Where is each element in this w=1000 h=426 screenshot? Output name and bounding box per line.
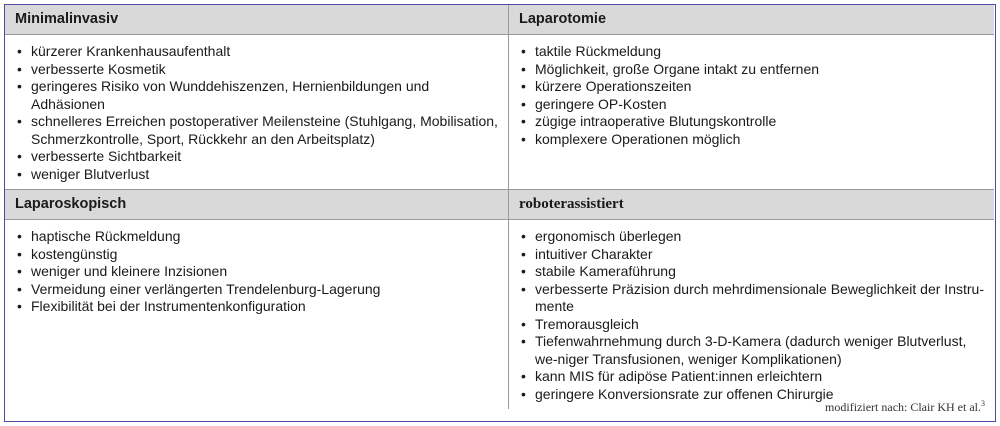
bullet-icon: • [17, 78, 22, 94]
body-row-1 [5, 34, 994, 189]
bullet-icon: • [521, 130, 526, 147]
list-item-text: komplexere Operationen möglich [535, 130, 741, 147]
list-item-text: intuitiver Charakter [535, 245, 653, 262]
header-roboterassistiert: roboterassistiert [508, 190, 994, 219]
list-item [15, 166, 498, 184]
list-item-text: verbesserte Kosmetik [31, 60, 166, 77]
list-item-text: schnelleres Erreichen postoperativer Meilensteine (Stuhlgang, Mobilisation, Schmerzkontrolle, Sport, Rückkehr an den Arbeitsplatz) [31, 113, 498, 147]
bullet-icon: • [521, 95, 526, 112]
list-item-text: geringeres Risiko von Wunddehiszenzen, Hernienbildungen und Adhäsionen [31, 78, 430, 112]
list-item [519, 78, 984, 96]
list-item-text: Flexibilität bei der Instrumentenkonfiguration [31, 298, 306, 314]
list-roboterassistiert [508, 220, 994, 409]
list-item-text: verbesserte Sichtbarkeit [31, 148, 182, 164]
bullet-icon: • [521, 368, 526, 384]
list-item [15, 61, 498, 79]
table-frame [4, 4, 996, 422]
list-item [519, 43, 984, 61]
list-item [519, 61, 984, 79]
list-item-text: taktile Rückmeldung [535, 43, 662, 59]
list-item [519, 333, 984, 368]
list-item [15, 228, 498, 246]
bullet-icon: • [17, 165, 22, 182]
bullet-icon: • [521, 315, 526, 332]
bullet-icon: • [521, 228, 526, 244]
list-item-text: geringere OP-Kosten [535, 95, 667, 112]
header-row-1 [5, 5, 994, 34]
bullet-icon: • [521, 78, 526, 94]
bullet-icon: • [17, 113, 22, 129]
list-item-text: verbesserte Präzision durch mehrdimensionale Beweglichkeit der Instru-mente [535, 280, 984, 314]
bullet-list [519, 228, 984, 403]
bullet-icon: • [17, 228, 22, 244]
bullet-list [15, 228, 498, 316]
footnote-text: modifiziert nach: Clair KH et al. [825, 400, 981, 414]
list-item-text: kürzere Operationszeiten [535, 78, 692, 94]
comparison-table [5, 5, 994, 409]
list-item-text: weniger Blutverlust [31, 165, 150, 182]
list-item-text: kostengünstig [31, 245, 118, 262]
bullet-icon: • [521, 280, 526, 297]
bullet-icon: • [521, 263, 526, 279]
list-item-text: Tremorausgleich [535, 315, 639, 332]
list-laparotomie [508, 35, 994, 189]
bullet-icon: • [17, 60, 22, 77]
header-row-2 [5, 189, 994, 219]
list-item [15, 298, 498, 316]
bullet-icon: • [521, 333, 526, 349]
header-laparoskopisch: Laparoskopisch [5, 190, 508, 219]
list-laparoskopisch [5, 220, 508, 409]
list-item-text: geringere Konversionsrate zur offenen Chirurgie [535, 385, 834, 402]
bullet-icon: • [521, 60, 526, 77]
list-item [519, 131, 984, 149]
list-item-text: zügige intraoperative Blutungskontrolle [535, 113, 777, 129]
bullet-icon: • [17, 148, 22, 164]
list-item [519, 246, 984, 264]
list-item-text: Vermeidung einer verlängerten Trendelenburg-Lagerung [31, 280, 381, 297]
list-item [519, 368, 984, 386]
list-item [15, 43, 498, 61]
list-item-text: Möglichkeit, große Organe intakt zu entfernen [535, 60, 820, 77]
header-laparotomie: Laparotomie [508, 5, 994, 34]
list-item [15, 78, 498, 113]
list-item-text: stabile Kameraführung [535, 263, 676, 279]
list-item-text: weniger und kleinere Inzisionen [31, 263, 228, 279]
bullet-icon: • [17, 43, 22, 59]
list-item [15, 113, 498, 148]
list-item [519, 263, 984, 281]
bullet-icon: • [17, 245, 22, 262]
list-item [519, 316, 984, 334]
list-item [15, 263, 498, 281]
list-item-text: ergonomisch überlegen [535, 228, 682, 244]
body-row-2 [5, 219, 994, 409]
bullet-icon: • [17, 280, 22, 297]
bullet-list [15, 43, 498, 183]
source-footnote [825, 399, 985, 415]
list-item [519, 113, 984, 131]
bullet-icon: • [17, 263, 22, 279]
bullet-icon: • [17, 298, 22, 314]
footnote-ref: 3 [981, 399, 985, 408]
list-item [519, 281, 984, 316]
list-minimalinvasiv [5, 35, 508, 189]
list-item-text: Tiefenwahrnehmung durch 3-D-Kamera (dadurch weniger Blutverlust, we-niger Transfusionen, weniger Komplikationen) [535, 333, 967, 367]
bullet-icon: • [521, 385, 526, 402]
bullet-icon: • [521, 113, 526, 129]
list-item-text: kürzerer Krankenhausaufenthalt [31, 43, 231, 59]
bullet-icon: • [521, 245, 526, 262]
list-item [15, 246, 498, 264]
list-item-text: kann MIS für adipöse Patient:innen erleichtern [535, 368, 823, 384]
list-item [15, 148, 498, 166]
header-minimalinvasiv: Minimalinvasiv [5, 5, 508, 34]
bullet-list [519, 43, 984, 148]
list-item-text: haptische Rückmeldung [31, 228, 181, 244]
list-item [519, 96, 984, 114]
list-item [519, 228, 984, 246]
list-item [15, 281, 498, 299]
bullet-icon: • [521, 43, 526, 59]
